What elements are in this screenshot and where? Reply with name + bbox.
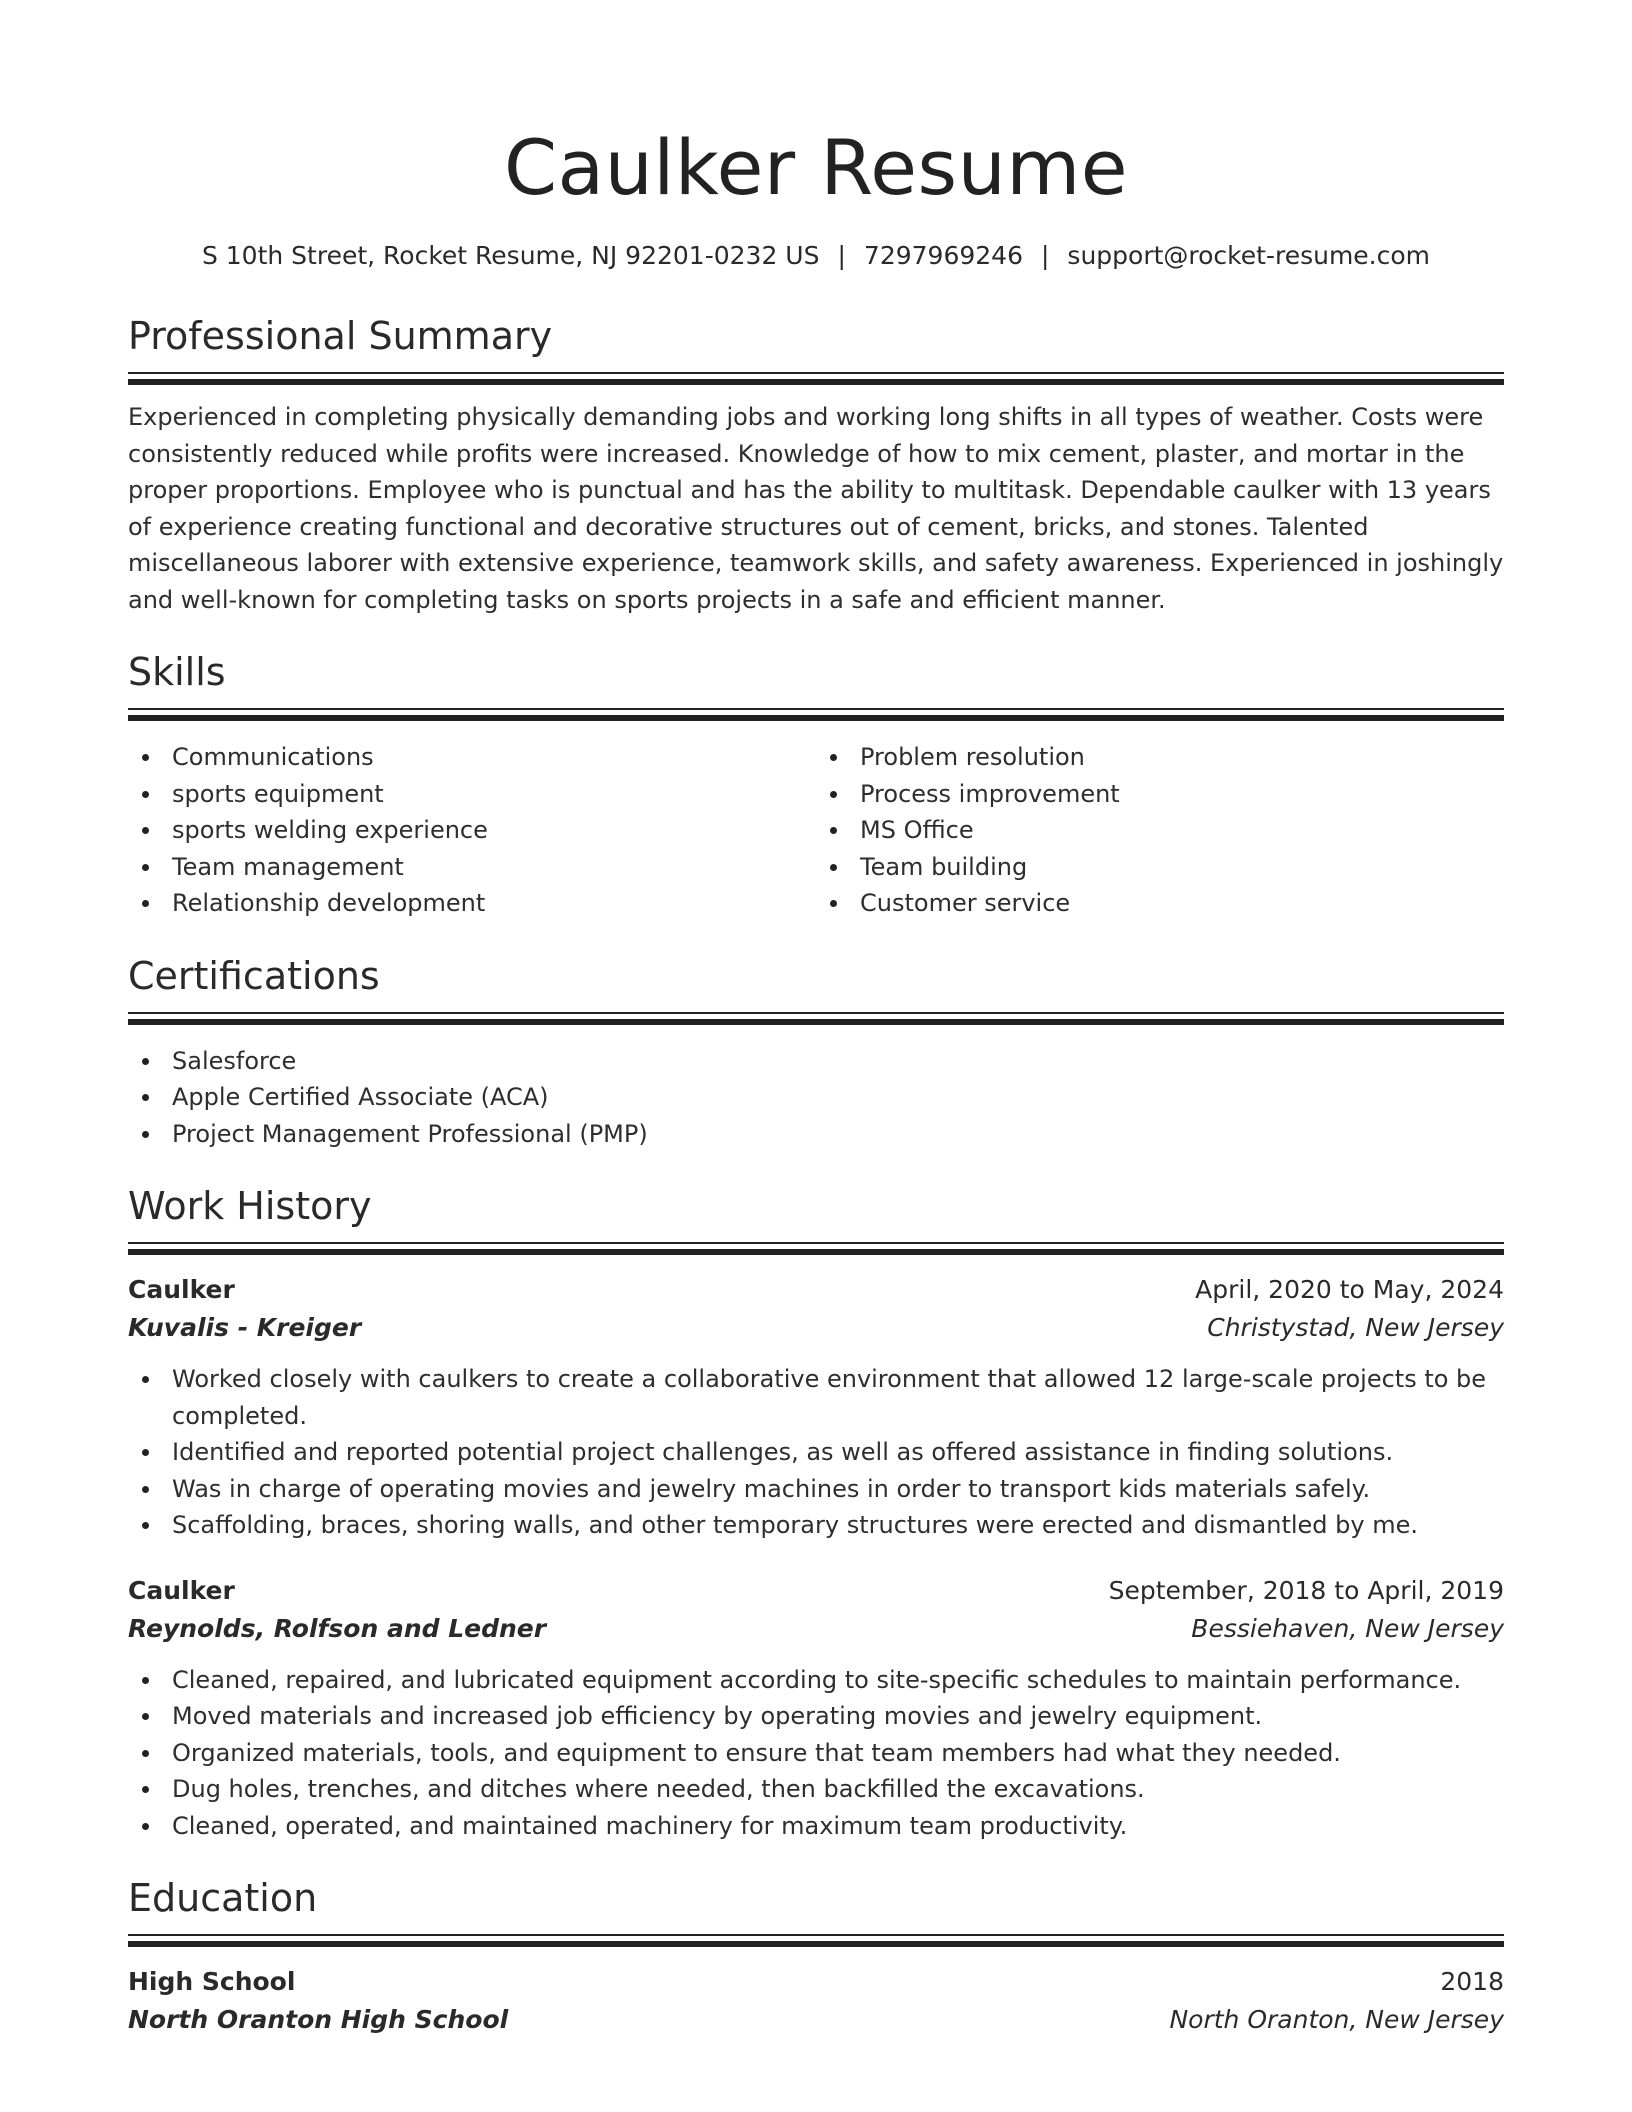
education-subheader	[128, 2001, 1504, 2039]
skills-section	[128, 648, 1504, 922]
certifications-section	[128, 952, 1504, 1153]
list-item: Problem resolution	[816, 739, 1504, 776]
section-title: Education	[128, 1876, 318, 1920]
list-item: Team management	[128, 849, 816, 886]
job-bullets	[128, 1662, 1504, 1845]
contact-email: support@rocket-resume.com	[1067, 241, 1431, 270]
list-item: Scaffolding, braces, shoring walls, and other temporary structures were erected and dismantled by me.	[128, 1507, 1504, 1544]
section-divider	[128, 1934, 1504, 1947]
section-title: Certifications	[128, 953, 380, 998]
job-subheader	[128, 1309, 1504, 1347]
job-entry	[128, 1271, 1504, 1544]
job-dates: September, 2018 to April, 2019	[1108, 1575, 1504, 1605]
contact-separator: |	[1040, 241, 1050, 270]
resume-page	[128, 118, 1504, 2039]
certifications-list	[128, 1043, 1504, 1153]
education-year: 2018	[1440, 1967, 1504, 1996]
section-divider	[128, 1012, 1504, 1025]
list-item: Worked closely with caulkers to create a collaborative environment that allowed 12 large-scale projects to be completed.	[128, 1361, 1504, 1434]
job-title: Caulker	[128, 1275, 235, 1304]
summary-section	[128, 312, 1504, 618]
contact-phone: 7297969246	[863, 241, 1023, 270]
list-item: Moved materials and increased job efficiency by operating movies and jewelry equipment.	[128, 1698, 1504, 1735]
job-entry	[128, 1572, 1504, 1845]
list-item: Identified and reported potential project challenges, as well as offered assistance in finding solutions.	[128, 1434, 1504, 1471]
job-dates: April, 2020 to May, 2024	[1195, 1275, 1504, 1304]
list-item: Cleaned, operated, and maintained machinery for maximum team productivity.	[128, 1808, 1504, 1845]
list-item: MS Office	[816, 812, 1504, 849]
contact-line	[128, 240, 1504, 272]
contact-address: S 10th Street, Rocket Resume, NJ 92201-0232 US	[201, 241, 820, 270]
job-header	[128, 1572, 1504, 1610]
education-entry	[128, 1963, 1504, 2039]
section-divider	[128, 372, 1504, 385]
list-item: Relationship development	[128, 885, 816, 922]
summary-text: Experienced in completing physically demanding jobs and working long shifts in all types of weather. Costs were consistently reduced while profits were increased. Knowledge of how to mix cement, plaster, and mortar in the proper proportions. Employee who is punctual and has the ability to multitask. Dependable caulker with 13 years of experience creating functional and decorative structures out of cement, bricks, and stones. Talented miscellaneous laborer with extensive experience, teamwork skills, and safety awareness. Experienced in joshingly and well-known for completing tasks on sports projects in a safe and efficient manner.	[128, 403, 1504, 614]
job-location: Bessiehaven, New Jersey	[1191, 1613, 1504, 1643]
education-school: North Oranton High School	[128, 2005, 509, 2034]
list-item: Communications	[128, 739, 816, 776]
job-subheader	[128, 1610, 1504, 1648]
education-degree: High School	[128, 1967, 296, 1996]
list-item: Team building	[816, 849, 1504, 886]
job-bullets	[128, 1361, 1504, 1544]
section-title: Work History	[128, 1184, 372, 1228]
list-item: Apple Certified Associate (ACA)	[128, 1079, 1504, 1116]
list-item: Project Management Professional (PMP)	[128, 1116, 1504, 1153]
list-item: sports equipment	[128, 776, 816, 813]
work-history-section	[128, 1182, 1504, 1844]
list-item: Organized materials, tools, and equipment to ensure that team members had what they needed.	[128, 1735, 1504, 1772]
list-item: sports welding experience	[128, 812, 816, 849]
education-header	[128, 1963, 1504, 2001]
section-divider	[128, 1242, 1504, 1255]
education-location: North Oranton, New Jersey	[1169, 2005, 1504, 2034]
list-item: Dug holes, trenches, and ditches where needed, then backfilled the excavations.	[128, 1771, 1504, 1808]
education-section	[128, 1874, 1504, 2039]
list-item: Was in charge of operating movies and jewelry machines in order to transport kids materials safely.	[128, 1471, 1504, 1508]
skills-list-left	[128, 739, 816, 922]
section-divider	[128, 708, 1504, 721]
section-title: Professional Summary	[128, 314, 553, 358]
skills-columns	[128, 739, 1504, 922]
skills-list-right	[816, 739, 1504, 922]
list-item: Salesforce	[128, 1043, 1504, 1080]
job-header	[128, 1271, 1504, 1309]
list-item: Cleaned, repaired, and lubricated equipment according to site-specific schedules to maintain performance.	[128, 1662, 1504, 1699]
resume-name: Caulker Resume	[503, 123, 1129, 212]
section-title: Skills	[128, 650, 226, 694]
job-company: Reynolds, Rolfson and Ledner	[128, 1613, 547, 1643]
job-location: Christystad, New Jersey	[1207, 1313, 1504, 1342]
job-title: Caulker	[128, 1575, 235, 1605]
job-company: Kuvalis - Kreiger	[128, 1313, 362, 1342]
list-item: Customer service	[816, 885, 1504, 922]
contact-separator: |	[837, 241, 846, 270]
list-item: Process improvement	[816, 776, 1504, 813]
